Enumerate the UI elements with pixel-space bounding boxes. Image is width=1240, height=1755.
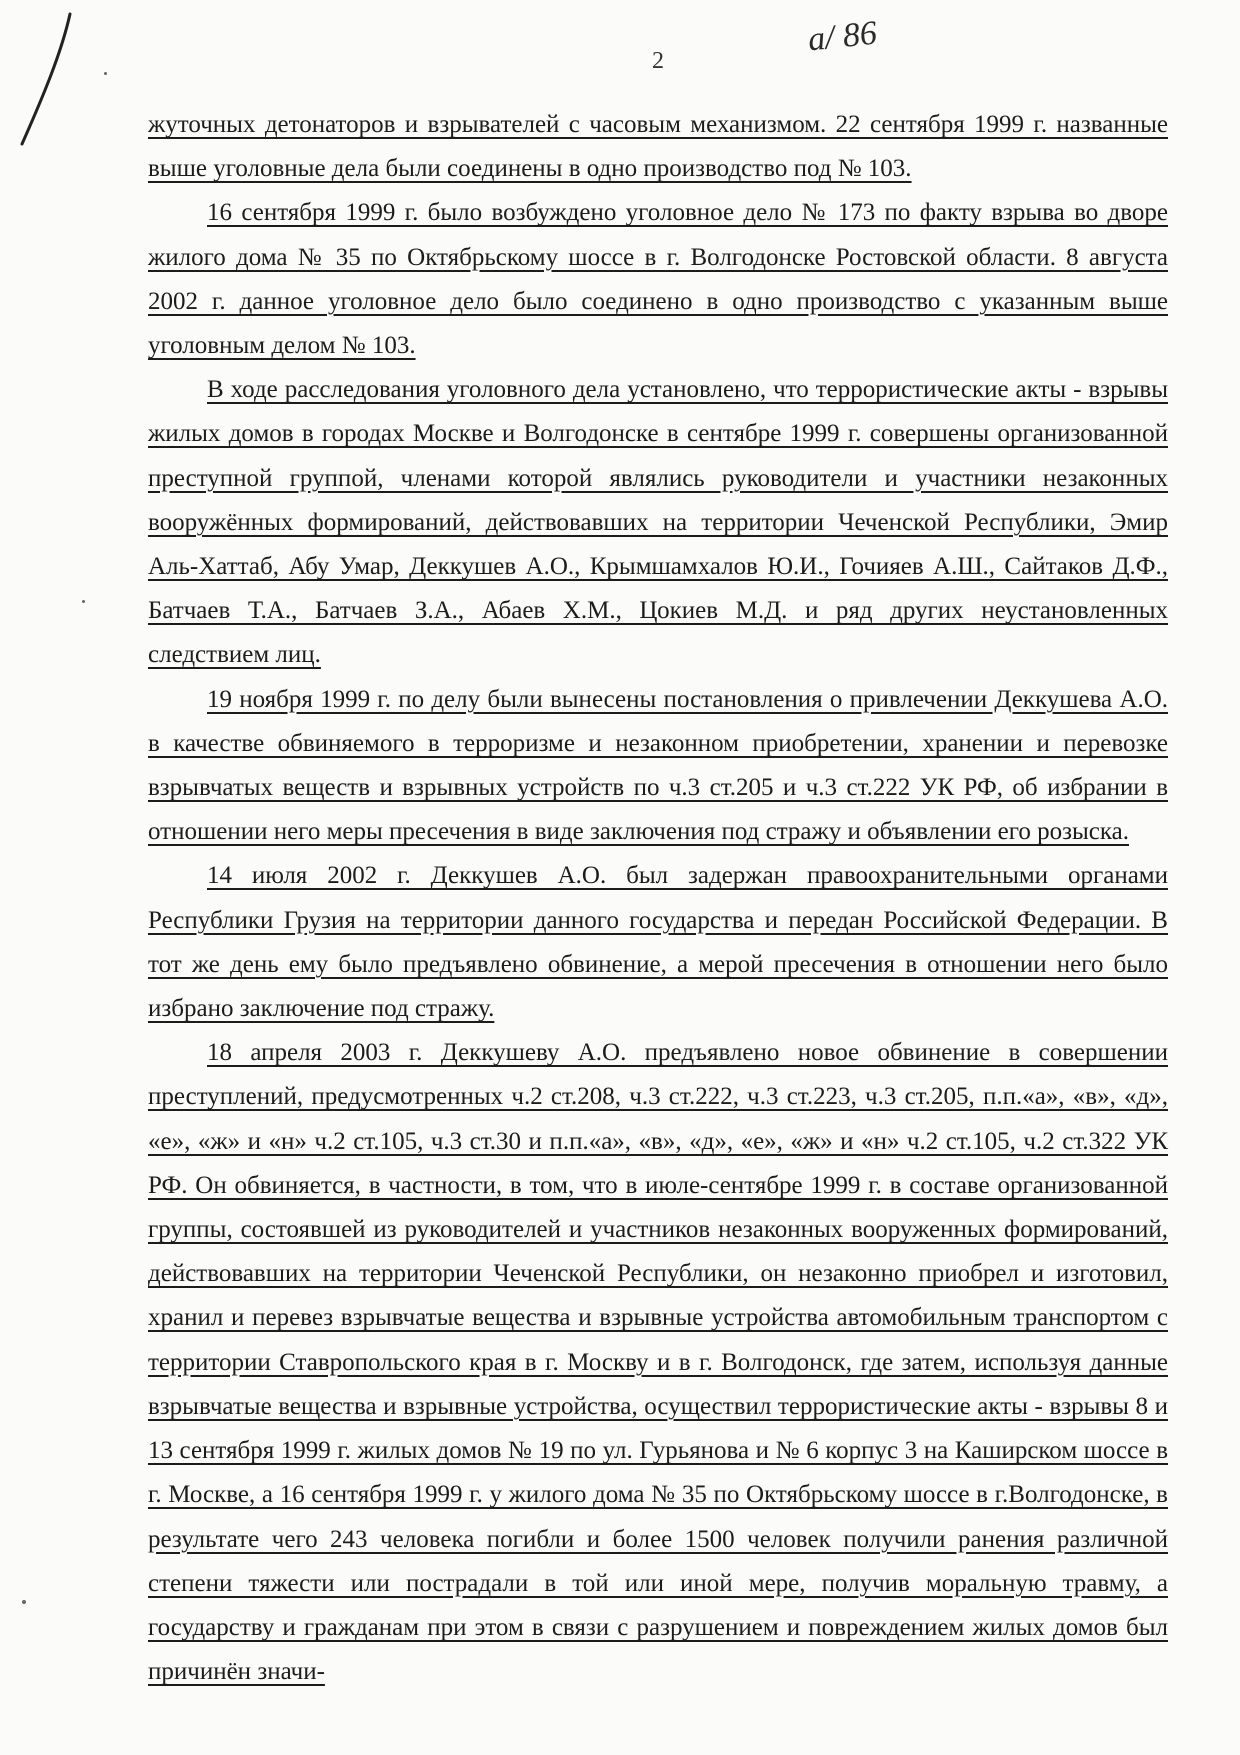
body-paragraph: 16 сентября 1999 г. было возбуждено уголовное дело № 173 по факту взрыва во дворе жилого дома № 35 по Октябрьскому шоссе в г. Волгодонске Ростовской области. 8 августа 2002 г. данное уголовное дело было соединено в одно производство с указанным выше уголовным делом № 103.	[148, 199, 1168, 360]
body-paragraph: жуточных детонаторов и взрывателей с часовым механизмом. 22 сентября 1999 г. названные выше уголовные дела были соединены в одно производство под № 103.	[148, 111, 1168, 183]
body-paragraph: 14 июля 2002 г. Деккушев А.О. был задержан правоохранительными органами Республики Грузия на территории данного государства и передан Российской Федерации. В тот же день ему было предъявлено обвинение, а мерой пресечения в отношении него было избрано заключение под стражу.	[148, 862, 1168, 1023]
scan-speck	[82, 600, 85, 603]
document-body	[148, 103, 1168, 1694]
scan-speck	[22, 1600, 26, 1604]
body-paragraph: 18 апреля 2003 г. Деккушеву А.О. предъявлено новое обвинение в совершении преступлений, предусмотренных ч.2 ст.208, ч.3 ст.222, ч.3 ст.223, ч.3 ст.205, п.п.«а», «в», «д», «е», «ж» и «н» ч.2 ст.105, ч.3 ст.30 и п.п.«а», «в», «д», «е», «ж» и «н» ч.2 ст.105, ч.2 ст.322 УК РФ. Он обвиняется, в частности, в том, что в июле-сентябре 1999 г. в составе организованной группы, состоявшей из руководителей и участников незаконных вооруженных формирований, действовавших на территории Чеченской Республики, он незаконно приобрел и изготовил, хранил и перевез взрывчатые вещества и взрывные устройства автомобильным транспортом с территории Ставропольского края в г. Москву и в г. Волгодонск, где затем, используя данные взрывчатые вещества и взрывные устройства, осуществил террористические акты - взрывы 8 и 13 сентября 1999 г. жилых домов № 19 по ул. Гурьянова и № 6 корпус 3 на Каширском шоссе в г. Москве, а 16 сентября 1999 г. у жилого дома № 35 по Октябрьскому шоссе в г.Волгодонске, в результате чего 243 человека погибли и более 1500 человек получили ранения различной степени тяжести или пострадали в той или иной мере, получив моральную травму, а государству и гражданам при этом в связи с разрушением и повреждением жилых домов был причинён значи-	[148, 1039, 1168, 1686]
body-paragraph: В ходе расследования уголовного дела установлено, что террористические акты - взрывы жилых домов в городах Москве и Волгодонске в сентябре 1999 г. совершены организованной преступной группой, членами которой являлись руководители и участники незаконных вооружённых формирований, действовавших на территории Чеченской Республики, Эмир Аль-Хаттаб, Абу Умар, Деккушев А.О., Крымшамхалов Ю.И., Гочияев А.Ш., Сайтаков Д.Ф., Батчаев Т.А., Батчаев З.А., Абаев Х.М., Цокиев М.Д. и ряд других неустановленных следствием лиц.	[148, 376, 1168, 669]
scan-speck	[104, 72, 107, 75]
archive-handwritten-mark: а/ 86	[806, 14, 879, 59]
body-paragraph: 19 ноября 1999 г. по делу были вынесены постановления о привлечении Деккушева А.О. в качестве обвиняемого в терроризме и незаконном приобретении, хранении и перевозке взрывчатых веществ и взрывных устройств по ч.3 ст.205 и ч.3 ст.222 УК РФ, об избрании в отношении него меры пресечения в виде заключения под стражу и объявлении его розыска.	[148, 685, 1168, 846]
page-number: 2	[652, 48, 664, 74]
margin-pen-stroke	[16, 10, 76, 150]
